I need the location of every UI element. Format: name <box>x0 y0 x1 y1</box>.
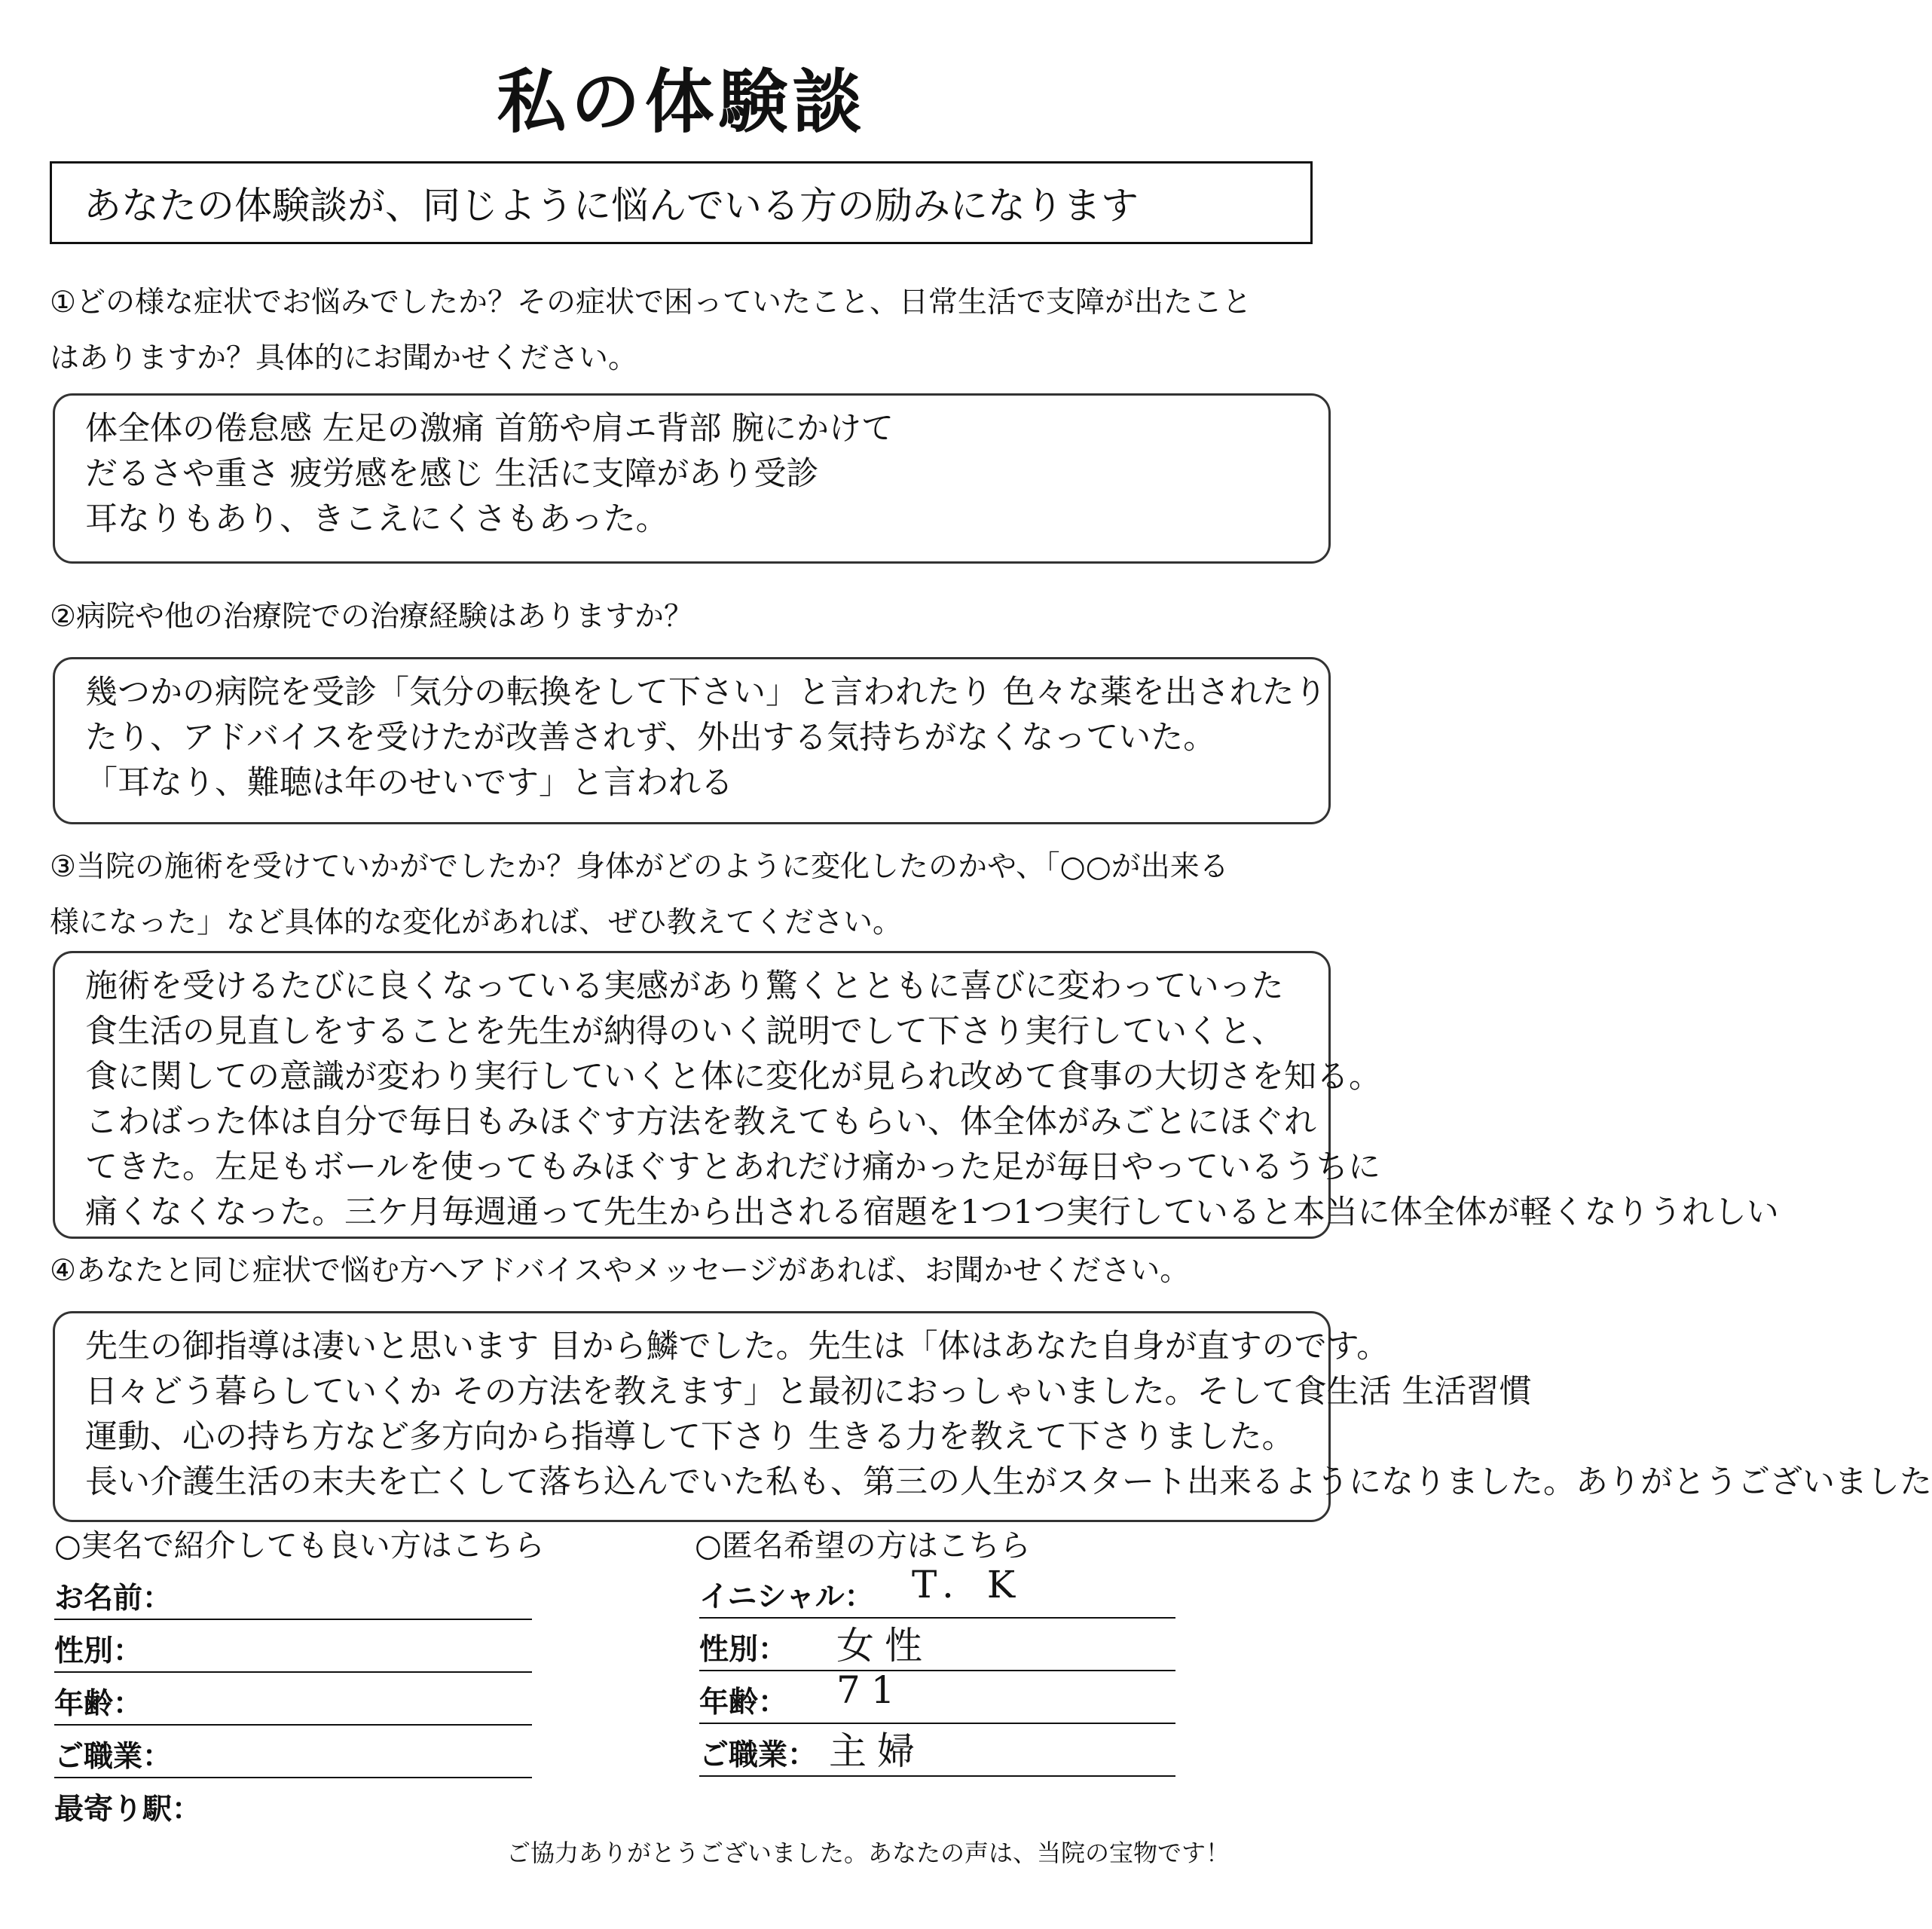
initial-field[interactable] <box>699 1617 1175 1619</box>
anonymous-header: ○匿名希望の方はこちら <box>695 1527 1031 1564</box>
anon-occupation-label: ご職業： <box>699 1738 818 1772</box>
answer-line: てきた。左足もボールを使ってもみほぐすとあれだけ痛かった足が毎日やっているうちに <box>85 1148 1381 1186</box>
answer-line: 食生活の見直しをすることを先生が納得のいく説明でして下さり実行していくと、 <box>85 1013 1284 1050</box>
age-field[interactable] <box>54 1724 532 1726</box>
anon-age-value: 71 <box>836 1668 906 1712</box>
occupation-label: ご職業： <box>54 1740 173 1774</box>
name-label: お名前： <box>54 1582 173 1616</box>
question-line: ①どの様な症状でお悩みでしたか？その症状で困っていたこと、日常生活で支障が出たこと <box>50 286 1252 319</box>
question-3 <box>50 839 1323 951</box>
answer-box-4 <box>53 1311 1932 1522</box>
footer-message: ご協力ありがとうございました。あなたの声は、当院の宝物です！ <box>506 1839 1230 1867</box>
initial-value: T. K <box>912 1563 1026 1606</box>
answer-line: 長い介護生活の末夫を亡くして落ち込んでいた私も、第三の人生がスタート出来るようになりました。ありがとうございました <box>85 1463 1932 1501</box>
name-field[interactable] <box>54 1619 532 1620</box>
answer-line: 先生の御指導は凄いと思います 目から鱗でした。先生は「体はあなた自身が直すのです。 <box>85 1328 1389 1365</box>
anon-occupation-field[interactable] <box>699 1775 1175 1777</box>
question-line: 様になった」など具体的な変化があれば、ぜひ教えてください。 <box>50 906 903 940</box>
answer-box-2 <box>53 657 1331 824</box>
anon-age-label: 年齢： <box>699 1686 788 1720</box>
question-line: はありますか？具体的にお聞かせください。 <box>50 341 638 375</box>
answer-line: こわばった体は自分で毎日もみほぐす方法を教えてもらい、体全体がみごとにほぐれ <box>85 1103 1316 1141</box>
question-line: ④あなたと同じ症状で悩む方へアドバイスやメッセージがあれば、お聞かせください。 <box>50 1254 1190 1288</box>
answer-line: 「耳なり、難聴は年のせいです」と言われる <box>85 764 733 802</box>
answer-line: 日々どう暮らしていくか その方法を教えます」と最初におっしゃいました。そして食生活 生活習慣 <box>85 1373 1532 1411</box>
page-title: 私の体験談 <box>497 62 867 142</box>
question-1 <box>50 275 1323 387</box>
age-label: 年齢： <box>54 1687 143 1721</box>
answer-line: 痛くなくなった。三ケ月毎週通って先生から出される宿題を1つ1つ実行していると本当に体全体が軽くなりうれしい <box>85 1194 1779 1231</box>
initial-label: イニシャル： <box>699 1580 874 1614</box>
anon-age-field[interactable] <box>699 1723 1175 1724</box>
station-label: 最寄り駅： <box>54 1793 202 1827</box>
occupation-field[interactable] <box>54 1777 532 1778</box>
anon-gender-label: 性別： <box>699 1633 788 1667</box>
question-2 <box>50 589 1323 645</box>
question-line: ②病院や他の治療院での治療経験はありますか？ <box>50 600 693 634</box>
answer-box-1 <box>53 393 1331 564</box>
subtitle-banner <box>50 161 1313 244</box>
answer-line: たり、アドバイスを受けたが改善されず、外出する気持ちがなくなっていた。 <box>85 719 1216 757</box>
gender-label: 性別： <box>54 1634 143 1668</box>
anon-gender-field[interactable] <box>699 1670 1175 1671</box>
question-4 <box>50 1243 1323 1299</box>
subtitle-text: あなたの体験談が、同じように悩んでいる方の励みになります <box>84 184 1139 228</box>
answer-line: 施術を受けるたびに良くなっている実感があり驚くとともに喜びに変わっていった <box>85 968 1284 1005</box>
answer-box-3 <box>53 951 1779 1239</box>
answer-line: 食に関しての意識が変わり実行していくと体に変化が見られ改めて食事の大切さを知る。 <box>85 1058 1381 1096</box>
anon-gender-value: 女性 <box>836 1624 933 1668</box>
gender-field[interactable] <box>54 1671 532 1673</box>
answer-line: 運動、心の持ち方など多方向から指導して下さり 生きる力を教えて下さりました。 <box>85 1418 1295 1456</box>
question-line: ③当院の施術を受けていかがでしたか？身体がどのように変化したのかや、「○○が出来る <box>50 850 1229 884</box>
answer-line: 幾つかの病院を受診「気分の転換をして下さい」と言われたり 色々な薬を出されたり <box>85 674 1327 711</box>
answer-line: 耳なりもあり、きこえにくさもあった。 <box>85 500 668 538</box>
anon-occupation-value: 主婦 <box>829 1729 925 1773</box>
answer-line: だるさや重さ 疲労感を感じ 生活に支障があり受診 <box>85 455 819 493</box>
real-name-header: ○実名で紹介しても良い方はこちら <box>54 1527 545 1564</box>
answer-line: 体全体の倦怠感 左足の激痛 首筋や肩エ背部 腕にかけて <box>85 410 894 448</box>
